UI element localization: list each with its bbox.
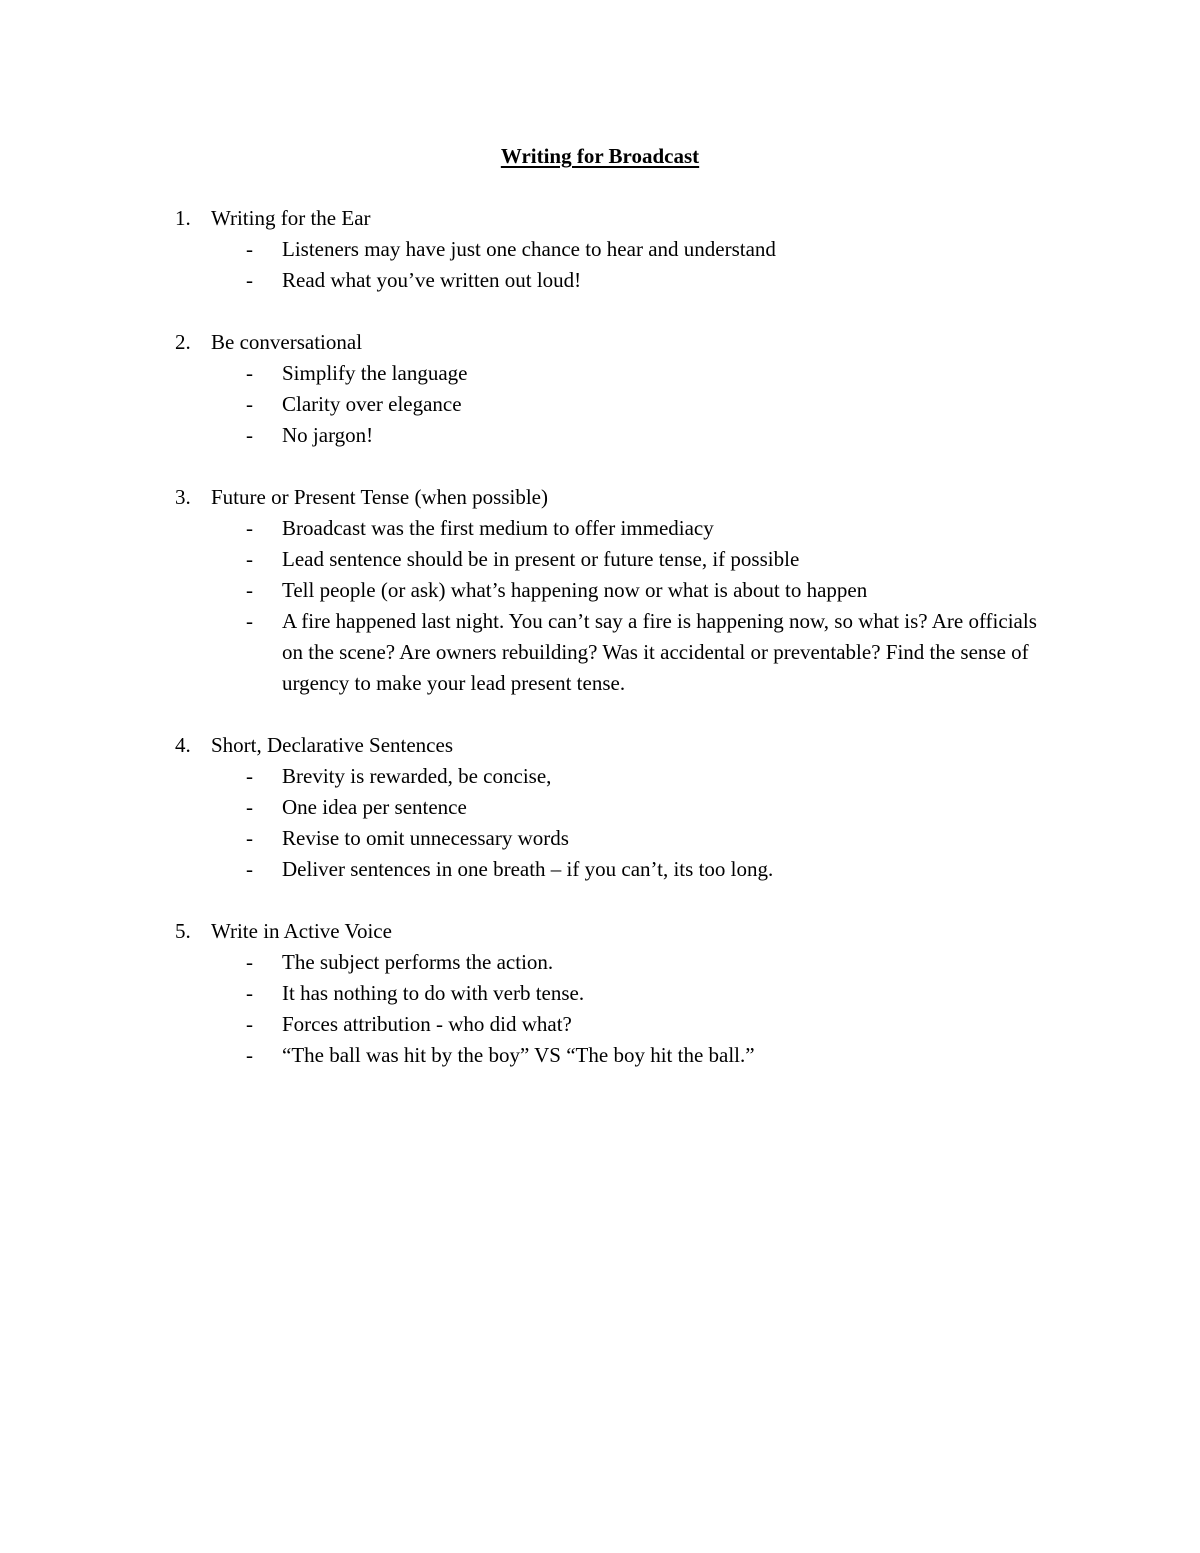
section-heading-row [0,730,1200,761]
dash-bullet-icon: - [246,361,253,385]
list-item-text: No jargon! [282,423,374,447]
dash-bullet-icon: - [246,547,253,571]
list-item [0,358,1200,389]
list-item-text: Tell people (or ask) what’s happening now or what is about to happen [282,578,868,602]
list-item-text: A fire happened last night. You can’t say a fire is happening now, so what is? Are officials on the scene? Are owners rebuilding? Was it accidental or preventable? Find the sense of urgency to make your lead present tense. [282,609,1037,695]
dash-bullet-icon: - [246,392,253,416]
list-item-text: Deliver sentences in one breath – if you can’t, its too long. [282,857,774,881]
list-item [0,1009,1200,1040]
list-item-text: One idea per sentence [282,795,467,819]
list-item-text: “The ball was hit by the boy” VS “The boy hit the ball.” [282,1043,755,1067]
list-item-text: Revise to omit unnecessary words [282,826,569,850]
list-item-text: The subject performs the action. [282,950,554,974]
dash-bullet-icon: - [246,423,253,447]
section-3 [0,482,1200,699]
list-item-text: Simplify the language [282,361,468,385]
dash-bullet-icon: - [246,578,253,602]
dash-bullet-icon: - [246,268,253,292]
list-item [0,1040,1200,1071]
list-item [0,823,1200,854]
list-item-text: Clarity over elegance [282,392,462,416]
list-item [0,575,1200,606]
list-item [0,513,1200,544]
list-item-text: Read what you’ve written out loud! [282,268,582,292]
list-item-text: It has nothing to do with verb tense. [282,981,585,1005]
dash-bullet-icon: - [246,857,253,881]
list-item [0,761,1200,792]
section-4 [0,730,1200,885]
section-number: 4. [175,733,191,757]
list-item [0,792,1200,823]
section-2 [0,327,1200,451]
dash-bullet-icon: - [246,950,253,974]
dash-bullet-icon: - [246,516,253,540]
section-heading: Short, Declarative Sentences [211,733,453,757]
document-title: Writing for Broadcast [500,144,700,168]
section-heading-row [0,916,1200,947]
section-number: 5. [175,919,191,943]
section-number: 1. [175,206,191,230]
section-list [0,203,1200,1102]
dash-bullet-icon: - [246,1012,253,1036]
section-heading-row [0,482,1200,513]
list-item [0,265,1200,296]
section-5 [0,916,1200,1071]
list-item [0,606,1200,699]
dash-bullet-icon: - [246,764,253,788]
list-item [0,854,1200,885]
section-number: 2. [175,330,191,354]
dash-bullet-icon: - [246,826,253,850]
list-item-text: Broadcast was the first medium to offer immediacy [282,516,714,540]
section-heading-row [0,327,1200,358]
list-item-text: Forces attribution - who did what? [282,1012,572,1036]
dash-bullet-icon: - [246,795,253,819]
list-item-text: Listeners may have just one chance to hear and understand [282,237,776,261]
dash-bullet-icon: - [246,609,253,633]
list-item-text: Brevity is rewarded, be concise, [282,764,552,788]
section-heading: Be conversational [211,330,363,354]
section-number: 3. [175,485,191,509]
list-item [0,978,1200,1009]
list-item [0,420,1200,451]
list-item [0,947,1200,978]
list-item [0,389,1200,420]
dash-bullet-icon: - [246,981,253,1005]
section-heading: Writing for the Ear [211,206,371,230]
dash-bullet-icon: - [246,237,253,261]
list-item [0,234,1200,265]
section-heading: Future or Present Tense (when possible) [211,485,548,509]
section-heading: Write in Active Voice [211,919,392,943]
section-heading-row [0,203,1200,234]
list-item-text: Lead sentence should be in present or future tense, if possible [282,547,800,571]
list-item [0,544,1200,575]
dash-bullet-icon: - [246,1043,253,1067]
section-1 [0,203,1200,296]
